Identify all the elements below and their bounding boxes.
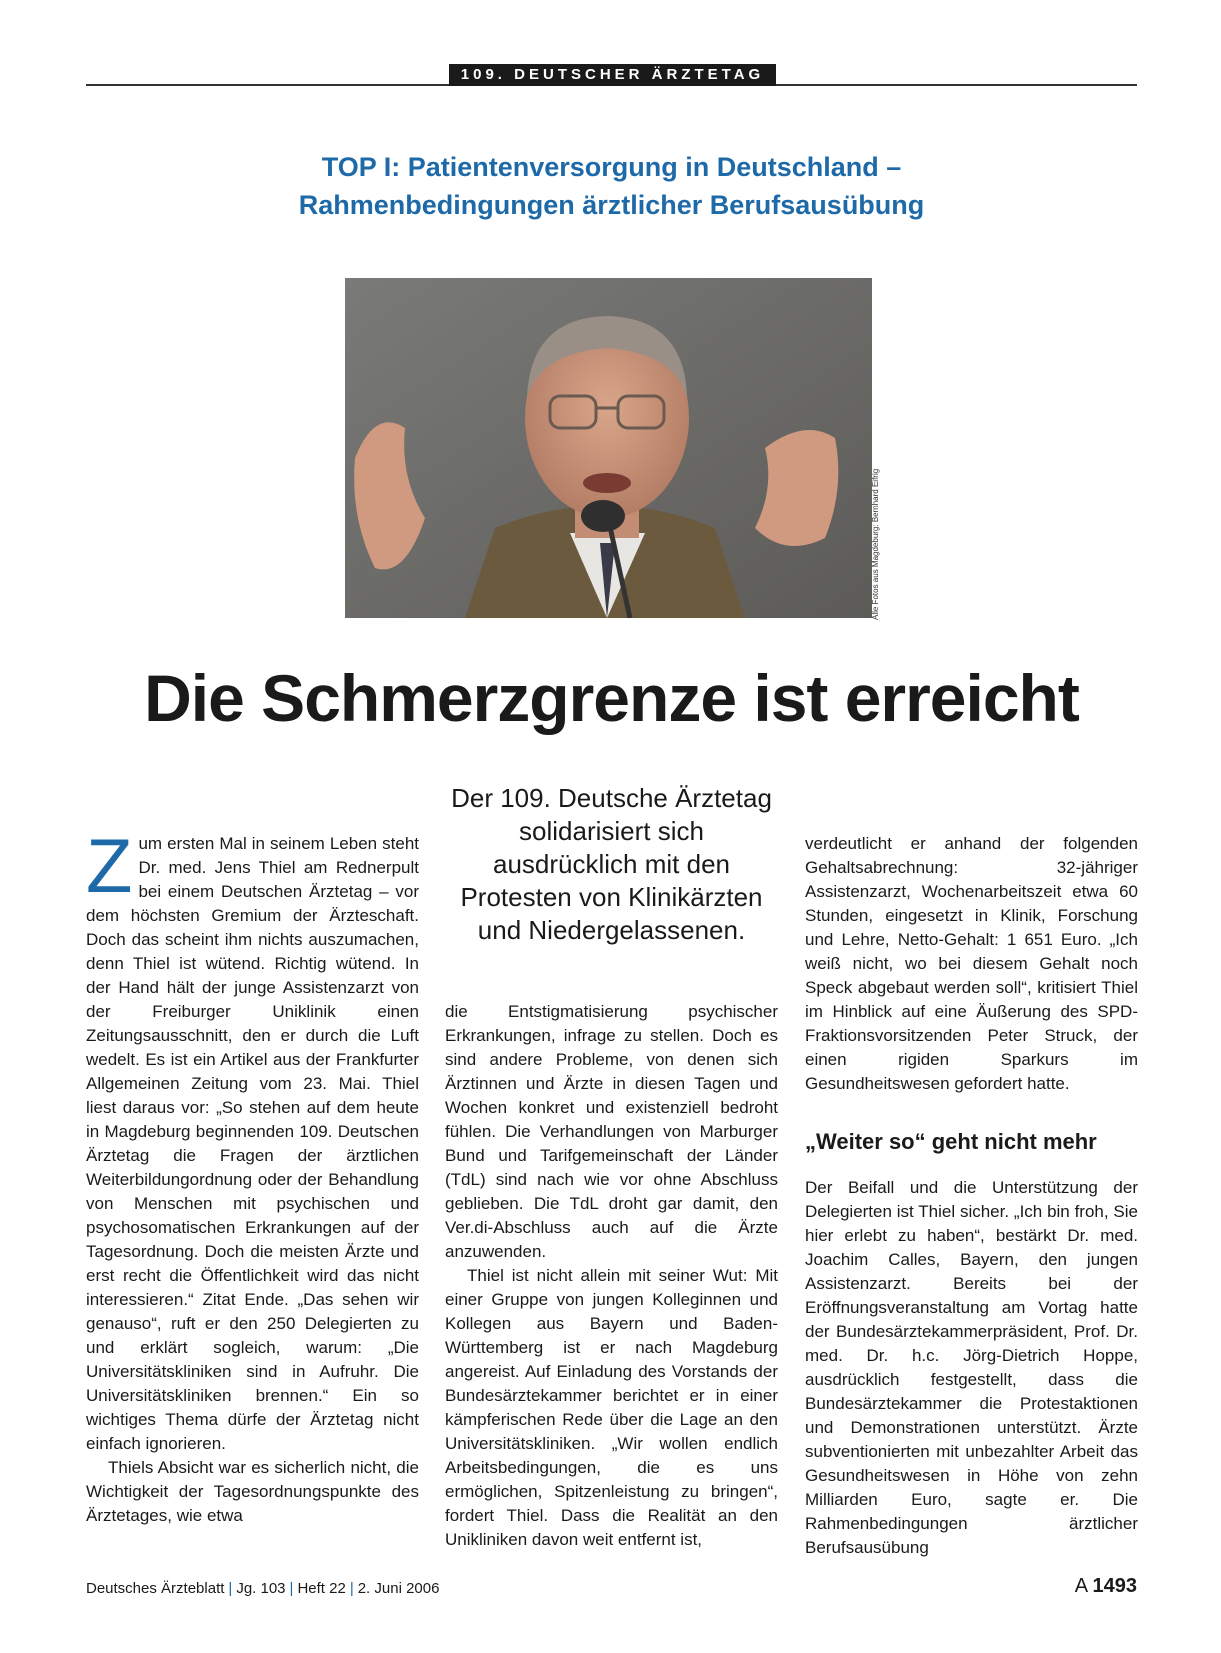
section-kicker: 109. DEUTSCHER ÄRZTETAG [449,64,776,86]
article-column-1 [86,824,419,1528]
topic-line-2: Rahmenbedingungen ärztlicher Berufsausübung [298,190,925,220]
issue-date: 2. Juni 2006 [357,1580,440,1597]
topic-line-1: TOP I: Patientenversorgung in Deutschland – [321,152,902,182]
page-number [1075,1575,1137,1598]
teaser-text: Der 109. Deutsche Ärztetag solidarisiert sich ausdrücklich mit den Protesten von Klinikärzten und Niedergelassenen. [451,783,772,945]
issue: Heft 22 [297,1580,346,1597]
page-prefix: A [1074,1575,1087,1597]
paragraph-text: um ersten Mal in seinem Leben steht Dr. med. Jens Thiel am Rednerpult bei einem Deutschen Ärztetag – vor dem höchsten Gremium der Ärzteschaft. Doch das scheint ihm nichts auszumachen, denn Thiel ist wütend. Richtig wütend. In der Hand hält der junge Assistenzarzt von der Freiburger Uniklinik einen Zeitungsausschnitt, den er durch die Luft wedelt. Es ist ein Artikel aus der Frankfurter Allgemeinen Zeitung vom 23. Mai. Thiel liest daraus vor: „So stehen auf dem heute in Magdeburg beginnenden 109. Deutschen Ärztetag die Fragen der ärztlichen Weiterbildungordnung oder der Behandlung von Menschen mit psychischen und psychosomatischen Erkrankungen auf der Tagesordnung. Doch die meisten Ärzte und erst recht die Öffentlichkeit wird das nicht interessieren.“ Zitat Ende. „Das sehen wir genauso“, ruft er den 250 Delegierten zu und erklärt sogleich, warum: „Die Universitätskliniken sind in Aufruhr. Die Universitätskliniken brennen.“ Ein so wichtiges Thema dürfe der Ärztetag nicht einfach ignorieren. [86,834,419,1453]
subheading: „Weiter so“ geht nicht mehr [805,1129,1097,1154]
article-paragraph [86,824,419,1456]
topic-line [86,148,1137,224]
journal-name: Deutsches Ärzteblatt [86,1580,225,1597]
dropcap: Z [86,824,133,909]
volume: Jg. 103 [236,1580,286,1597]
article-paragraph: Der Beifall und die Unterstützung der Delegierten ist Thiel sicher. „Ich bin froh, Sie hier erlebt zu haben“, bestärkt Dr. med. Joachim Calles, Bayern, den jungen Assistenzarzt. Bereits bei der Eröffnungsveranstaltung am Vortag hatte der Bundesärztekammerpräsident, Prof. Dr. med. Dr. h.c. Jörg-Dietrich Hoppe, ausdrücklich festgestellt, dass die Bundesärztekammer die Protestaktionen und Demonstrationen unterstützt. Ärzte subventionierten mit unbezahlter Arbeit das Gesundheitswesen in Höhe von zehn Milliarden Euro, sagte er. Die Rahmenbedingungen ärztlicher Berufsausübung [805,1178,1138,1557]
page-number-value: 1493 [1092,1575,1137,1597]
article-headline: Die Schmerzgrenze ist erreicht [144,661,1079,735]
article-paragraph: verdeutlicht er anhand der folgenden Gehaltsabrechnung: 32-jähriger Assistenzarzt, Wochenarbeitszeit etwa 60 Stunden, eingesetzt in Klinik, Forschung und Lehre, Netto-Gehalt: 1 651 Euro. „Ich weiß nicht, wo bei diesem Gehalt noch Speck abgebaut werden soll“, kritisiert Thiel im Hinblick auf eine Äußerung des SPD-Fraktionsvorsitzenden Peter Struck, der einen rigiden Sparkurs im Gesundheitswesen gefordert hatte. [805,834,1138,1093]
article-paragraph: die Entstigmatisierung psychischer Erkrankungen, infrage zu stellen. Doch es sind andere Probleme, von denen sich Ärztinnen und Ärzte in diesen Tagen und Wochen konkret und existenziell bedroht fühlen. Die Verhandlungen von Marburger Bund und Tarifgemeinschaft der Länder (TdL) sind nach wie vor ohne Abschluss geblieben. Die TdL droht gar damit, den Ver.di-Abschluss auch auf die Ärzte anzuwenden. [445,1002,778,1261]
article-column-3 [805,832,1138,1560]
photo-credit: Alle Fotos aus Magdeburg: Bernhard Eifrig [871,468,880,620]
article-paragraph: Thiel ist nicht allein mit seiner Wut: Mit einer Gruppe von jungen Kolleginnen und Kollegen aus Bayern und Baden-Württemberg ist er nach Magdeburg angereist. Auf Einladung des Vorstands der Bundesärztekammer berichtet er in einer kämpferischen Rede über die Lage an den Universitätskliniken. „Wir wollen endlich Arbeitsbedingungen, die es uns ermöglichen, Spitzenleistung zu bringen“, fordert Thiel. Dass die Realität an den Unikliniken davon weit entfernt ist, [445,1266,778,1549]
article-column-2 [445,1000,778,1552]
speaker-photo [345,278,872,618]
article-paragraph: Thiels Absicht war es sicherlich nicht, die Wichtigkeit der Tagesordnungspunkte des Ärztetages, wie etwa [86,1458,419,1525]
page-footer: Deutsches Ärzteblatt | Jg. 103 | Heft 22 | 2. Juni 2006 [86,1580,440,1597]
